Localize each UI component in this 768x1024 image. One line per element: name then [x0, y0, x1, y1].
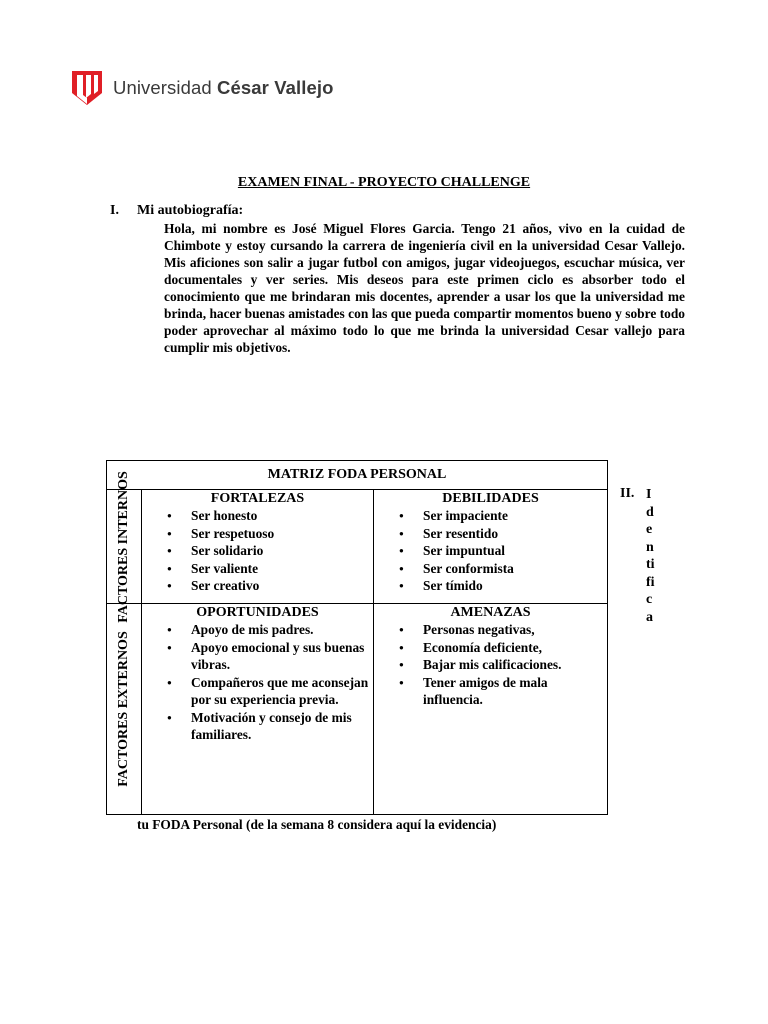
section-2-vertical-text: Identifica — [646, 487, 655, 625]
external-factors-label: FACTORES EXTERNOS — [116, 631, 131, 787]
list-item: ● Apoyo emocional y sus buenas vibras. — [191, 639, 373, 674]
oportunidades-cell — [142, 604, 374, 815]
fortalezas-cell — [142, 490, 374, 604]
foda-matrix — [106, 460, 608, 815]
autobiography-text: Hola, mi nombre es José Miguel Flores Garcia. Tengo 21 años, vivo en la cuidad de Chimbote y estoy cursando la carrera de ingeniería civil en la universidad Cesar Vallejo. Mis aficiones son salir a jugar futbol con amigos, jugar videojuegos, escuchar música, ver documentales y ver series. Mis deseos para este primen ciclo es absorber todo el conocimiento que me brindaran mis docentes, aprender a usar los que la universidad me brinda, hacer buenas amistades con las que pueda compartir momentos bueno y sobre todo poder aprovechar al máximo todo lo que me brinda la universidad Cesar vallejo para cumplir mis objetivos. — [164, 221, 685, 355]
list-item: ● Ser creativo — [191, 577, 373, 595]
exam-title: EXAMEN FINAL - PROYECTO CHALLENGE — [237, 175, 531, 190]
section-1-heading: Mi autobiografía: — [137, 203, 244, 218]
university-name — [113, 77, 334, 99]
list-item: ● Compañeros que me aconsejan por su experiencia previa. — [191, 674, 373, 709]
university-shield-icon — [72, 71, 102, 105]
fortalezas-heading: FORTALEZAS — [210, 491, 305, 506]
fortalezas-list — [142, 507, 373, 595]
list-item: ● Ser impaciente — [423, 507, 607, 525]
debilidades-heading: DEBILIDADES — [442, 491, 539, 506]
amenazas-heading: AMENAZAS — [450, 605, 531, 620]
debilidades-cell — [374, 490, 608, 604]
list-item: ● Tener amigos de mala influencia. — [423, 674, 607, 709]
list-item: ● Apoyo de mis padres. — [191, 621, 373, 639]
list-item: ● Ser valiente — [191, 560, 373, 578]
list-item: ● Ser honesto — [191, 507, 373, 525]
list-item: ● Ser solidario — [191, 542, 373, 560]
list-item: ● Bajar mis calificaciones. — [423, 656, 607, 674]
oportunidades-heading: OPORTUNIDADES — [196, 605, 319, 620]
list-item: ● Ser resentido — [423, 525, 607, 543]
section-1-number: I. — [110, 203, 119, 218]
brand-bold: César Vallejo — [217, 77, 334, 98]
debilidades-list — [374, 507, 607, 595]
list-item: ● Personas negativas, — [423, 621, 607, 639]
list-item: ● Ser conformista — [423, 560, 607, 578]
list-item: ● Ser tímido — [423, 577, 607, 595]
section-2-caption: tu FODA Personal (de la semana 8 considera aquí la evidencia) — [137, 817, 497, 832]
university-logo — [72, 71, 334, 105]
brand-regular: Universidad — [113, 77, 218, 98]
external-factors-cell — [107, 604, 142, 815]
amenazas-list — [374, 621, 607, 709]
list-item: ● Ser respetuoso — [191, 525, 373, 543]
section-2-number: II. — [620, 486, 635, 501]
foda-title: MATRIZ FODA PERSONAL — [107, 461, 608, 490]
amenazas-cell — [374, 604, 608, 815]
list-item: ● Ser impuntual — [423, 542, 607, 560]
list-item: ● Economía deficiente, — [423, 639, 607, 657]
oportunidades-list — [142, 621, 373, 744]
list-item: ● Motivación y consejo de mis familiares. — [191, 709, 373, 744]
internal-factors-label: FACTORES INTERNOS — [116, 470, 131, 623]
internal-factors-cell — [107, 470, 142, 623]
